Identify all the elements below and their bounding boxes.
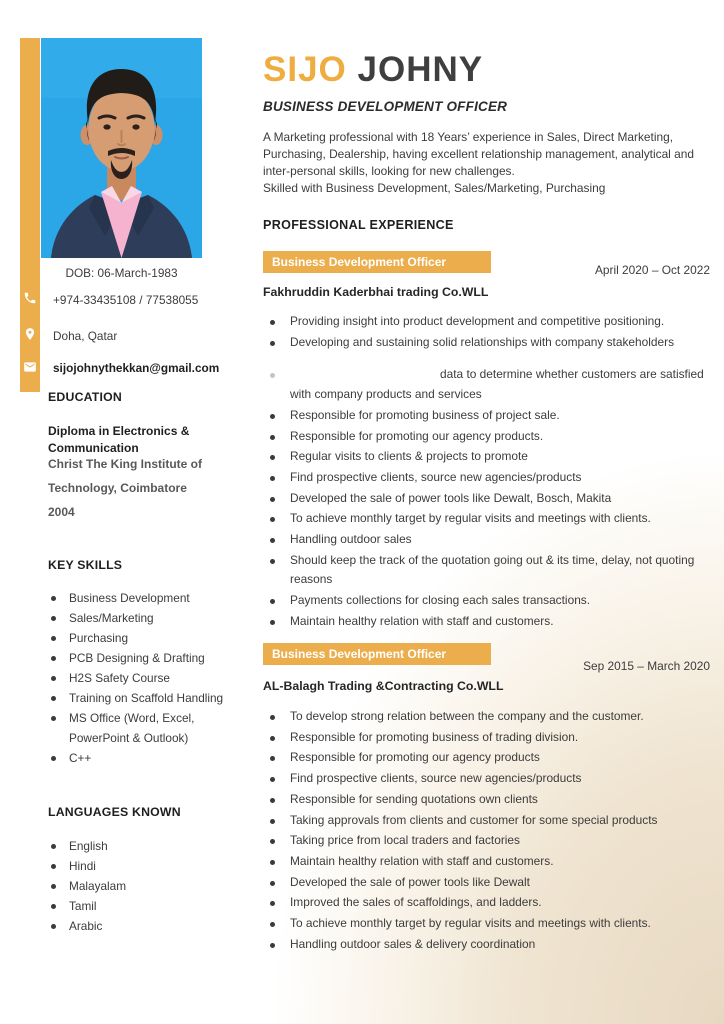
summary-skills-line: Skilled with Business Development, Sales/Marketing, Purchasing (263, 181, 606, 195)
experience-bullet: Responsible for promoting business of trading division. (263, 728, 710, 748)
bullet-icon (270, 476, 275, 481)
language-item: Malayalam (42, 876, 227, 896)
languages-list (42, 836, 227, 936)
education-heading: EDUCATION (48, 390, 122, 404)
experience-bullet: Developed the sale of power tools like Dewalt, Bosch, Makita (263, 489, 710, 509)
experience-bullet: Maintain healthy relation with staff and customers. (263, 852, 710, 872)
bullet-icon (51, 756, 56, 761)
phone-icon (23, 291, 37, 305)
bullet-icon (270, 599, 275, 604)
experience-bullet: Improved the sales of scaffoldings, and ladders. (263, 893, 710, 913)
bullet-icon (270, 901, 275, 906)
bullet-icon (270, 777, 275, 782)
bullet-icon (270, 455, 275, 460)
experience-bullet: Regular visits to clients & projects to promote (263, 447, 710, 467)
experience-bullet: Taking price from local traders and factories (263, 831, 710, 851)
bullet-icon (270, 538, 275, 543)
bullet-icon (270, 320, 275, 325)
experience-bullet: Find prospective clients, source new agencies/products (263, 468, 710, 488)
bullet-icon (270, 943, 275, 948)
experience-bullet: Taking approvals from clients and customer for some special products (263, 811, 710, 831)
job1-role-bar: Business Development Officer (263, 251, 491, 273)
experience-bullet: Should keep the track of the quotation going out & its time, delay, not quoting reasons (263, 551, 710, 590)
candidate-title: BUSINESS DEVELOPMENT OFFICER (263, 99, 508, 114)
bullet-icon (51, 696, 56, 701)
bullet-icon (270, 559, 275, 564)
experience-bullet: To achieve monthly target by regular visits and meetings with clients. (263, 509, 710, 529)
language-item: English (42, 836, 227, 856)
job1-dates: April 2020 – Oct 2022 (594, 263, 710, 277)
bullet-icon (51, 676, 56, 681)
bullet-icon (270, 839, 275, 844)
bullet-icon (270, 798, 275, 803)
email-text[interactable]: sijojohnythekkan@gmail.com (53, 361, 220, 375)
candidate-name (263, 50, 483, 90)
experience-bullet: Find prospective clients, source new agencies/products (263, 769, 710, 789)
bullet-icon (270, 373, 275, 378)
bullet-icon (270, 819, 275, 824)
experience-bullet: Responsible for promoting business of project sale. (263, 406, 710, 426)
bullet-icon (270, 435, 275, 440)
profile-summary (263, 129, 710, 197)
bullet-icon (51, 616, 56, 621)
bullet-icon (51, 904, 56, 909)
location-icon (23, 327, 37, 341)
language-item: Tamil (42, 896, 227, 916)
bullet-icon (51, 716, 56, 721)
job1-bullet-list (263, 312, 710, 633)
job2-dates: Sep 2015 – March 2020 (583, 659, 710, 673)
profile-photo (41, 38, 202, 258)
education-year: 2004 (48, 505, 75, 519)
bullet-icon (51, 636, 56, 641)
language-item: Hindi (42, 856, 227, 876)
bullet-icon (270, 756, 275, 761)
education-school-line1: Christ The King Institute of (48, 457, 202, 471)
mail-icon (23, 360, 37, 374)
skill-item: MS Office (Word, Excel, PowerPoint & Outlook) (42, 708, 227, 748)
education-school-line2: Technology, Coimbatore (48, 481, 187, 495)
portrait-illustration (41, 38, 202, 258)
experience-bullet: Developed the sale of power tools like Dewalt (263, 873, 710, 893)
experience-section-heading: PROFESSIONAL EXPERIENCE (263, 218, 454, 232)
skill-item: C++ (42, 748, 227, 768)
job2-bullet-list (263, 707, 710, 955)
experience-bullet: Providing insight into product development and competitive positioning. (263, 312, 710, 332)
experience-bullet: To achieve monthly target by regular visits and meetings with clients. (263, 914, 710, 934)
bullet-icon (51, 884, 56, 889)
experience-bullet: Responsible for promoting our agency products. (263, 427, 710, 447)
bullet-icon (51, 864, 56, 869)
location-text: Doha, Qatar (53, 329, 118, 343)
bullet-icon (270, 497, 275, 502)
skill-item: Purchasing (42, 628, 227, 648)
skill-item: Business Development (42, 588, 227, 608)
language-item: Arabic (42, 916, 227, 936)
last-name: JOHNY (357, 50, 484, 89)
key-skills-list (42, 588, 227, 768)
summary-paragraph: A Marketing professional with 18 Years’ experience in Sales, Direct Marketing, Purchasing, Dealership, having excellent relationship management, analytical and inter-personal skills, looking for new challenges. (263, 130, 694, 178)
experience-bullet: To develop strong relation between the company and the customer. (263, 707, 710, 727)
job2-company: AL-Balagh Trading &Contracting Co.WLL (263, 679, 504, 693)
job1-company: Fakhruddin Kaderbhai trading Co.WLL (263, 285, 489, 299)
bullet-icon (270, 341, 275, 346)
bullet-icon (270, 414, 275, 419)
experience-bullet: Maintain healthy relation with staff and customers. (263, 612, 710, 632)
bullet-icon (270, 860, 275, 865)
bullet-icon (270, 922, 275, 927)
bullet-icon (270, 620, 275, 625)
main-column (263, 0, 710, 1024)
experience-bullet: Developing and sustaining solid relationships with company stakeholders (263, 333, 710, 353)
bullet-icon (51, 924, 56, 929)
first-name: SIJO (263, 50, 347, 89)
bullet-icon (270, 881, 275, 886)
bullet-icon (270, 715, 275, 720)
experience-bullet: Responsible for sending quotations own clients (263, 790, 710, 810)
experience-bullet: Handling outdoor sales (263, 530, 710, 550)
key-skills-heading: KEY SKILLS (48, 558, 123, 572)
bullet-icon (51, 844, 56, 849)
bullet-icon (51, 656, 56, 661)
job2-role-bar: Business Development Officer (263, 643, 491, 665)
experience-bullet-faded: data to determine whether customers are satisfied with company products and services (263, 365, 710, 404)
bullet-icon (270, 517, 275, 522)
dob-text: DOB: 06-March-1983 (65, 266, 178, 280)
skill-item: Sales/Marketing (42, 608, 227, 628)
experience-bullet: Handling outdoor sales & delivery coordination (263, 935, 710, 955)
bullet-icon (270, 736, 275, 741)
phone-number: +974-33435108 / 77538055 (53, 293, 199, 307)
bullet-icon (51, 596, 56, 601)
skill-item: Training on Scaffold Handling (42, 688, 227, 708)
skill-item: PCB Designing & Drafting (42, 648, 227, 668)
languages-heading: LANGUAGES KNOWN (48, 805, 181, 819)
skill-item: H2S Safety Course (42, 668, 227, 688)
experience-bullet: Responsible for promoting our agency products (263, 748, 710, 768)
education-degree: Diploma in Electronics & Communication (48, 424, 190, 455)
experience-bullet: Payments collections for closing each sales transactions. (263, 591, 710, 611)
